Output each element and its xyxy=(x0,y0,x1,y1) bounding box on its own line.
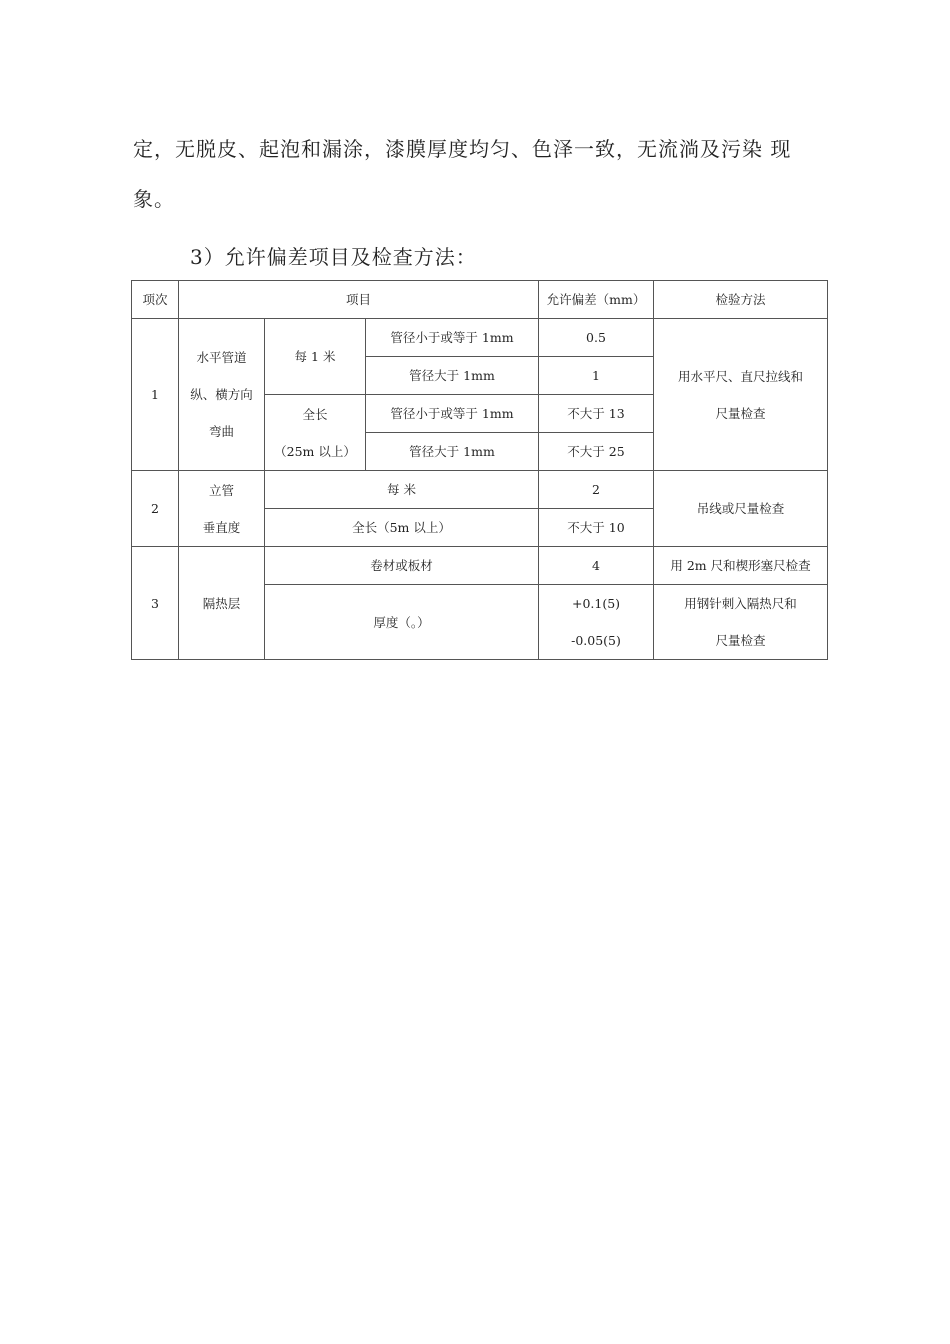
row1-sub-value: 1 xyxy=(539,357,654,395)
row3-sub2-value-line: +0.1(5) xyxy=(571,596,621,611)
row1-per-meter: 每 1 米 xyxy=(265,319,366,395)
row1-full-length-line: 全长 xyxy=(302,406,328,422)
row3-sub2-desc: 厚度（。） xyxy=(265,585,539,660)
row1-sub-desc: 管径大于 1mm xyxy=(366,433,539,471)
row3-sub2-value xyxy=(539,585,654,660)
row1-category-line: 水平管道 xyxy=(196,350,247,365)
table-header-row xyxy=(132,281,828,319)
row2-sub-desc: 每 米 xyxy=(265,471,539,509)
row1-method xyxy=(654,319,828,471)
row3-category: 隔热层 xyxy=(179,547,265,660)
row1-category xyxy=(179,319,265,471)
row2-sub-value: 不大于 10 xyxy=(539,509,654,547)
row3-sub1-value: 4 xyxy=(539,547,654,585)
row3-index: 3 xyxy=(132,547,179,660)
table-row xyxy=(132,471,828,509)
paragraph-line-1: 定，无脱皮、起泡和漏涂，漆膜厚度均匀、色泽一致，无流淌及污染 现 xyxy=(133,137,792,161)
row2-sub-value: 2 xyxy=(539,471,654,509)
row2-category xyxy=(179,471,265,547)
row1-category-line: 弯曲 xyxy=(208,424,234,439)
tolerance-table xyxy=(131,280,828,660)
row1-sub-value: 不大于 13 xyxy=(539,395,654,433)
paragraph-line-2: 象。 xyxy=(133,187,175,211)
row3-sub2-value-line: -0.05(5) xyxy=(571,633,621,648)
row1-method-line: 尺量检查 xyxy=(715,405,766,421)
row3-sub2-method-line: 尺量检查 xyxy=(715,633,766,648)
header-tolerance: 允许偏差（mm） xyxy=(539,281,654,319)
row3-sub1-desc: 卷材或板材 xyxy=(265,547,539,585)
row1-full-length-line: （25m 以上） xyxy=(274,443,356,459)
table-row xyxy=(132,319,828,357)
row3-sub1-method: 用 2m 尺和楔形塞尺检查 xyxy=(654,547,828,585)
row2-index: 2 xyxy=(132,471,179,547)
row1-sub-desc: 管径小于或等于 1mm xyxy=(366,319,539,357)
header-index: 项次 xyxy=(132,281,179,319)
row2-method: 吊线或尺量检查 xyxy=(654,471,828,547)
row2-sub-desc: 全长（5m 以上） xyxy=(265,509,539,547)
row1-index: 1 xyxy=(132,319,179,471)
row1-full-length xyxy=(265,395,366,471)
table-row xyxy=(132,547,828,585)
row3-sub2-method-line: 用钢针刺入隔热尺和 xyxy=(684,596,797,611)
row3-sub2-method xyxy=(654,585,828,660)
row1-sub-desc: 管径小于或等于 1mm xyxy=(366,395,539,433)
row1-sub-desc: 管径大于 1mm xyxy=(366,357,539,395)
row1-sub-value: 0.5 xyxy=(539,319,654,357)
row1-category-line: 纵、横方向 xyxy=(190,387,253,402)
section-heading: 3）允许偏差项目及检查方法： xyxy=(190,245,477,269)
row2-category-line: 立管 xyxy=(208,482,234,498)
row1-sub-value: 不大于 25 xyxy=(539,433,654,471)
header-item: 项目 xyxy=(179,281,539,319)
header-method: 检验方法 xyxy=(654,281,828,319)
row2-category-line: 垂直度 xyxy=(202,519,241,535)
row1-method-line: 用水平尺、直尺拉线和 xyxy=(677,368,803,384)
